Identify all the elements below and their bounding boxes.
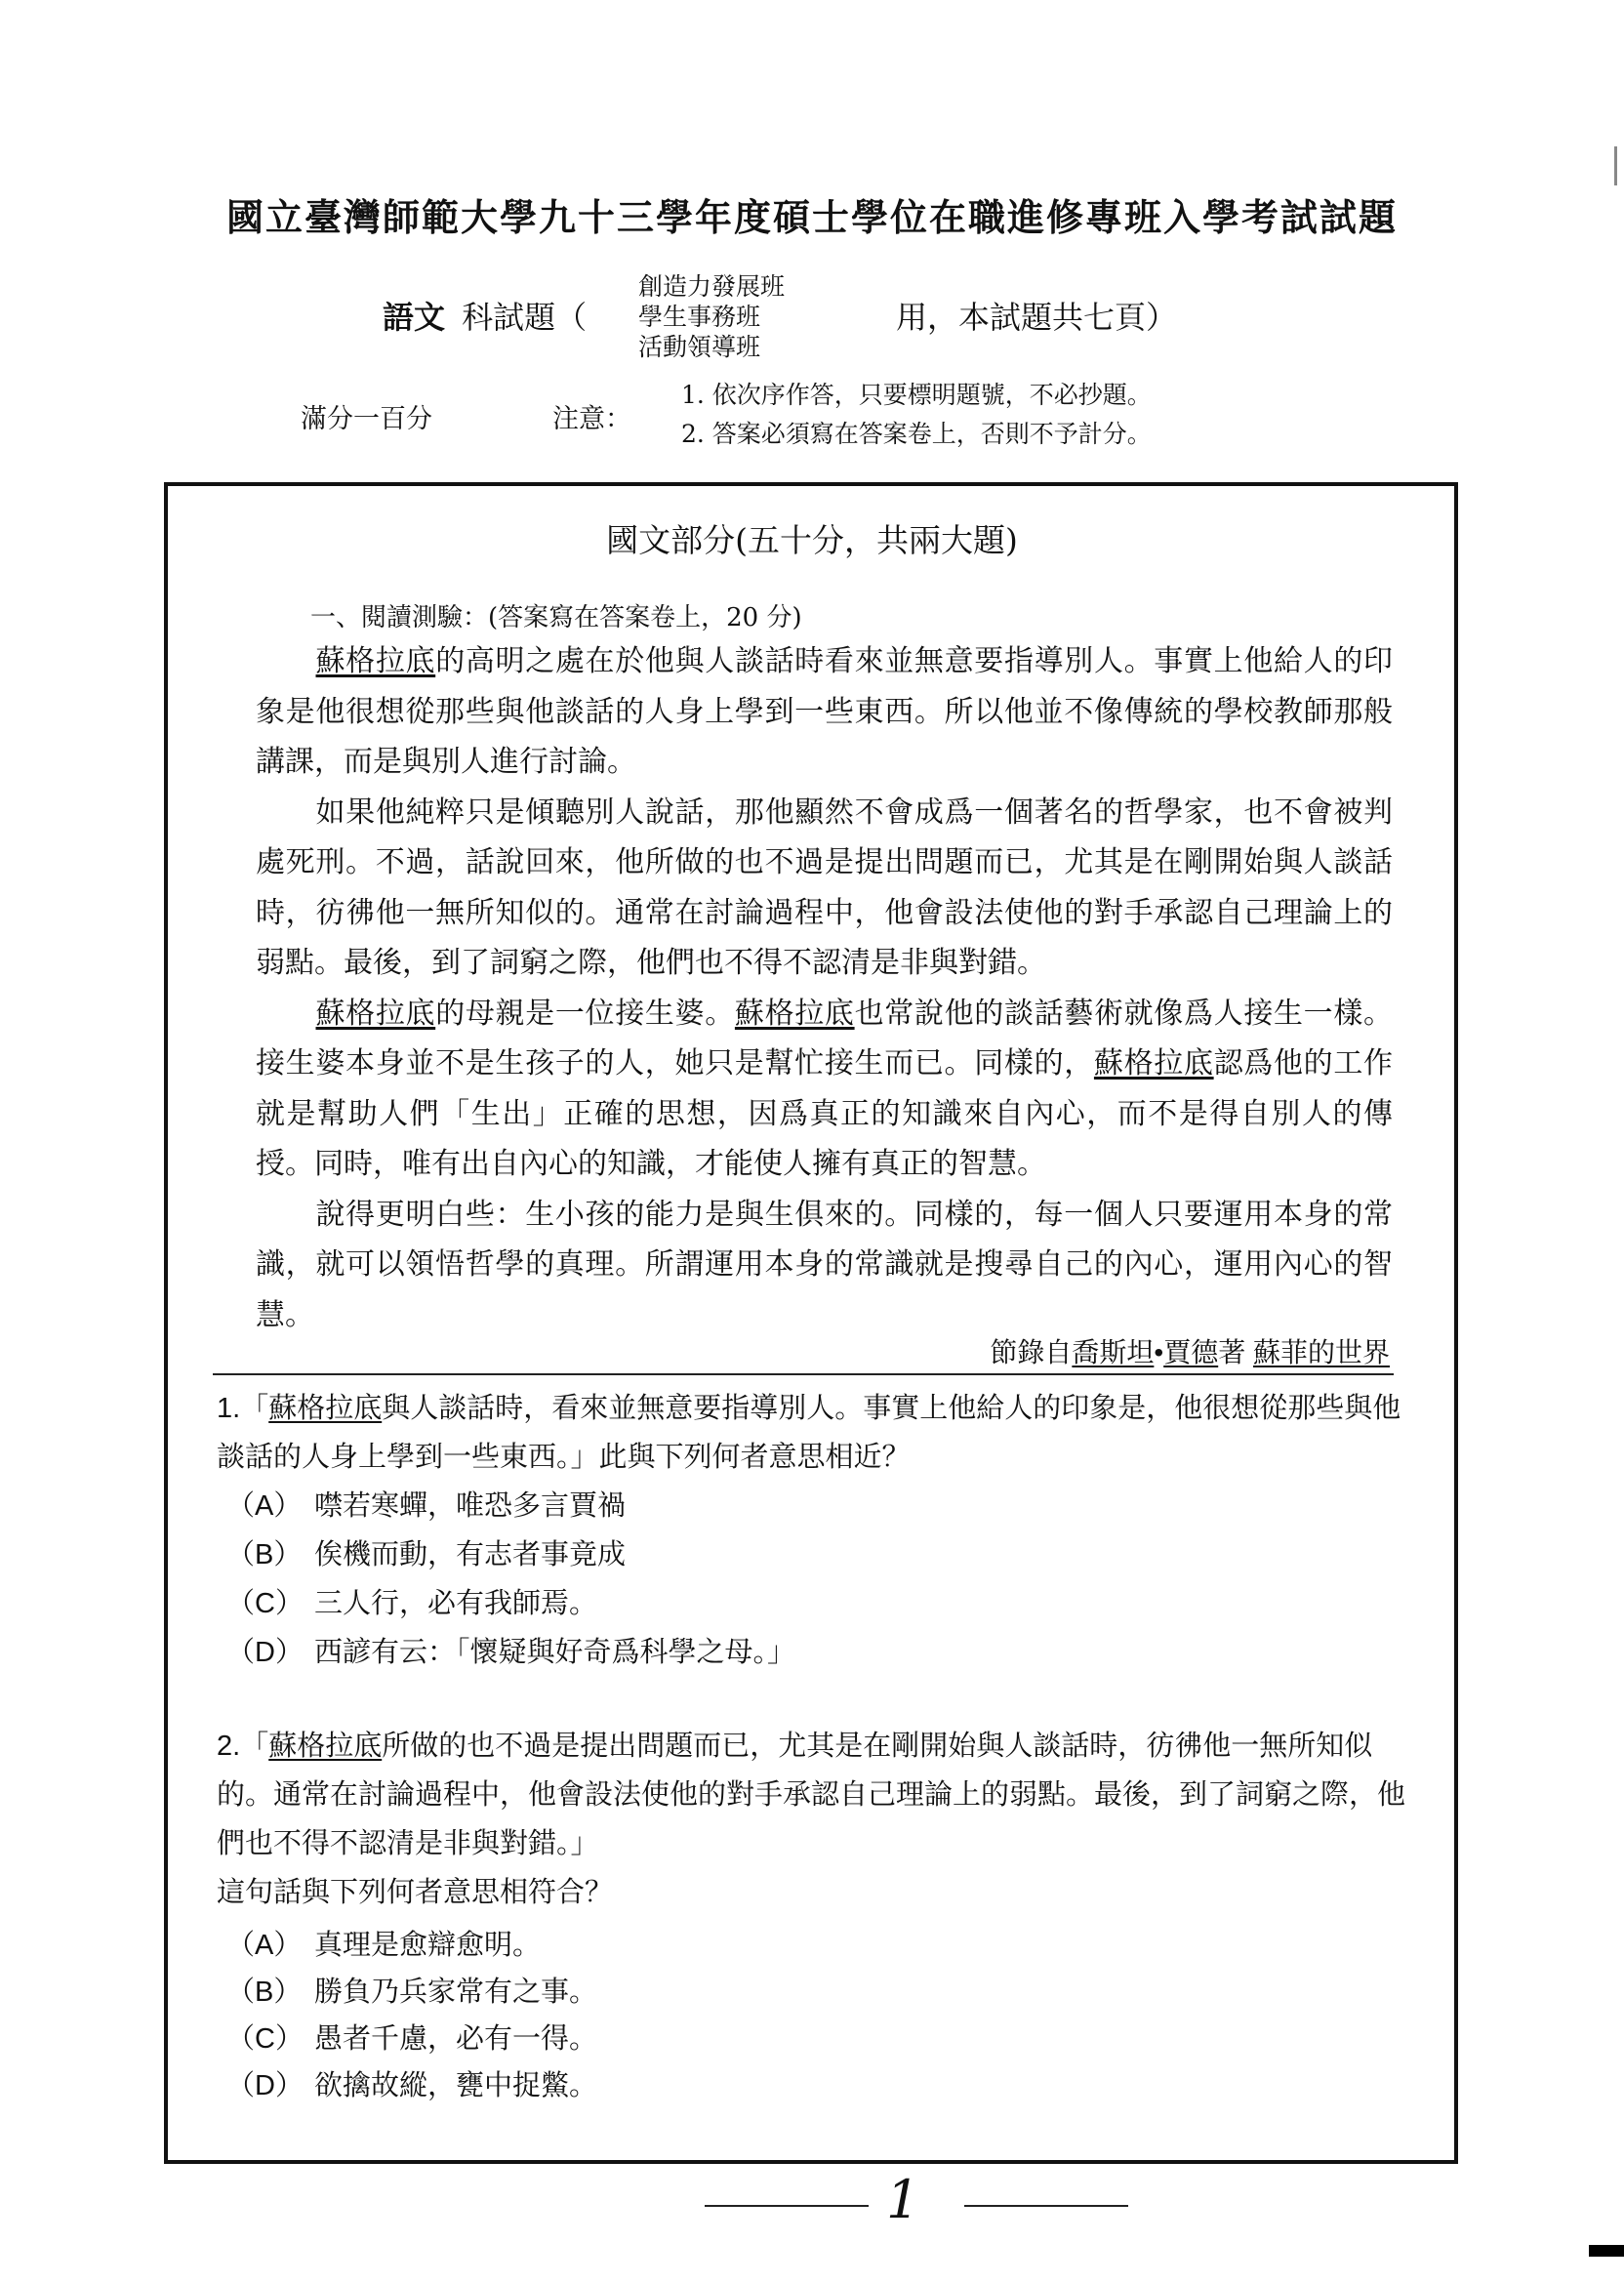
option-text: 欲擒故縱，甕中捉鱉。 — [314, 2070, 598, 2101]
part1-label: 一、閱讀測驗：(答案寫在答案卷上，20 分) — [310, 603, 802, 632]
question-2 — [217, 1722, 1413, 1917]
option-label: （D） — [226, 1637, 304, 1668]
class-item: 活動領導班 — [638, 333, 761, 361]
question-stem — [217, 1722, 1413, 1868]
subject-line — [383, 293, 587, 338]
quote-open: 「 — [240, 1731, 269, 1762]
subject-name: 語文 — [383, 299, 446, 336]
question-prompt: 這句話與下列何者意思相符合？ — [217, 1877, 614, 1908]
divider-line — [213, 1373, 1394, 1375]
q1-option-d — [226, 1630, 795, 1670]
option-text: 俟機而動，有志者事竟成 — [314, 1539, 627, 1570]
author-last: 賈德 — [1163, 1337, 1219, 1367]
citation-dot: • — [1154, 1337, 1164, 1367]
full-score: 滿分一百分 — [301, 404, 432, 434]
passage-paragraph — [256, 636, 1393, 788]
note-2: 2. 答案必須寫在答案卷上，否則不予計分。 — [681, 420, 1152, 448]
author-first: 喬斯坦 — [1072, 1337, 1155, 1367]
citation-suffix: 著 — [1218, 1337, 1253, 1367]
person-name: 蘇格拉底 — [268, 1731, 383, 1762]
question-number: 1. — [217, 1393, 241, 1424]
source-citation — [990, 1331, 1390, 1370]
question-number: 2. — [217, 1731, 241, 1762]
page-rule-right — [964, 2205, 1128, 2207]
passage-paragraph: 說得更明白些：生小孩的能力是與生俱來的。同樣的，每一個人只要運用本身的常識，就可以領悟哲學的真理。所謂運用本身的常識就是搜尋自己的內心，運用內心的智慧。 — [256, 1198, 1393, 1331]
option-label: （A） — [226, 1930, 303, 1961]
q2-option-a — [226, 1923, 541, 1963]
person-name: 蘇格拉底 — [315, 645, 436, 677]
person-name: 蘇格拉底 — [1093, 1047, 1214, 1080]
question-text: 所做的也不過是提出問題而已，尤其是在剛開始與人談話時，彷彿他一無所知似的。通常在討論過程中，他會設法使他的對手承認自己理論上的弱點。最後，到了詞窮之際，他們也不得不認清是非與對錯。」 — [217, 1731, 1406, 1859]
option-text: 愚者千慮，必有一得。 — [314, 2023, 598, 2055]
q2-option-b — [226, 1970, 597, 2010]
section-title: 國文部分(五十分，共兩大題) — [606, 521, 1018, 559]
paragraph-text: 也常說他的談話藝術就像爲人接生一樣。接生婆本身並不是生孩子的人，她只是幫忙接生而已。同樣的， — [256, 997, 1394, 1080]
q1-option-a — [226, 1484, 626, 1524]
page-rule-left — [705, 2205, 869, 2207]
option-text: 西諺有云：「懷疑與好奇爲科學之母。」 — [314, 1637, 796, 1668]
option-text: 勝負乃兵家常有之事。 — [314, 1977, 598, 2008]
passage-paragraph — [256, 989, 1393, 1190]
option-label: （B） — [226, 1977, 303, 2008]
q1-option-b — [226, 1532, 626, 1572]
option-label: （D） — [226, 2070, 304, 2101]
reading-passage — [256, 636, 1393, 1340]
note-label: 注意： — [552, 404, 631, 434]
paragraph-text: 的高明之處在於他與人談話時看來並無意要指導別人。事實上他給人的印象是他很想從那些與他談話的人身上學到一些東西。所以他並不像傳統的學校教師那般講課，而是與別人進行討論。 — [256, 645, 1394, 778]
person-name: 蘇格拉底 — [315, 997, 436, 1030]
q2-option-c — [226, 2017, 597, 2057]
option-text: 噤若寒蟬，唯恐多言賈禍 — [314, 1490, 627, 1522]
page-number: 1 — [886, 2169, 920, 2230]
person-name: 蘇格拉底 — [268, 1393, 383, 1424]
class-list — [638, 271, 785, 362]
q2-option-d — [226, 2063, 597, 2103]
question-1 — [217, 1384, 1413, 1482]
option-label: （A） — [226, 1490, 303, 1522]
note-1: 1. 依次序作答，只要標明題號，不必抄題。 — [681, 381, 1152, 409]
option-text: 真理是愈辯愈明。 — [314, 1930, 542, 1961]
option-text: 三人行，必有我師焉。 — [314, 1588, 598, 1619]
paragraph-text: 認爲他的工作就是幫助人們「生出」正確的思想，因爲真正的知識來自內心，而不是得自別人的傳授。同時，唯有出自內心的知識，才能使人擁有真正的智慧。 — [256, 1047, 1394, 1180]
subject-tail: 用，本試題共七頁） — [896, 299, 1178, 336]
paragraph-text: 的母親是一位接生婆。 — [435, 997, 735, 1030]
citation-prefix: 節錄自 — [990, 1337, 1073, 1367]
person-name: 蘇格拉底 — [734, 997, 855, 1030]
class-item: 學生事務班 — [638, 303, 761, 331]
question-text: 與人談話時，看來並無意要指導別人。事實上他給人的印象是，他很想從那些與他談話的人身上學到一些東西。」此與下列何者意思相近？ — [217, 1393, 1401, 1473]
quote-open: 「 — [240, 1393, 269, 1424]
scan-edge-mark — [1614, 146, 1617, 185]
option-label: （C） — [226, 1588, 304, 1619]
question-stem — [217, 1384, 1413, 1482]
option-label: （B） — [226, 1539, 303, 1570]
class-item: 創造力發展班 — [638, 272, 786, 301]
option-label: （C） — [226, 2023, 304, 2055]
q1-option-c — [226, 1581, 597, 1621]
scan-mark — [1589, 2245, 1624, 2257]
subject-paren: 科試題（ — [462, 299, 588, 336]
exam-title: 國立臺灣師範大學九十三學年度碩士學位在職進修專班入學考試試題 — [225, 195, 1398, 239]
book-title: 蘇菲的世界 — [1252, 1337, 1390, 1367]
passage-paragraph: 如果他純粹只是傾聽別人說話，那他顯然不會成爲一個著名的哲學家，也不會被判處死刑。不過，話說回來，他所做的也不過是提出問題而已，尤其是在剛開始與人談話時，彷彿他一無所知似的。通常在討論過程中，他會設法使他的對手承認自己理論上的弱點。最後，到了詞窮之際，他們也不得不認清是非與對錯。 — [256, 795, 1393, 979]
